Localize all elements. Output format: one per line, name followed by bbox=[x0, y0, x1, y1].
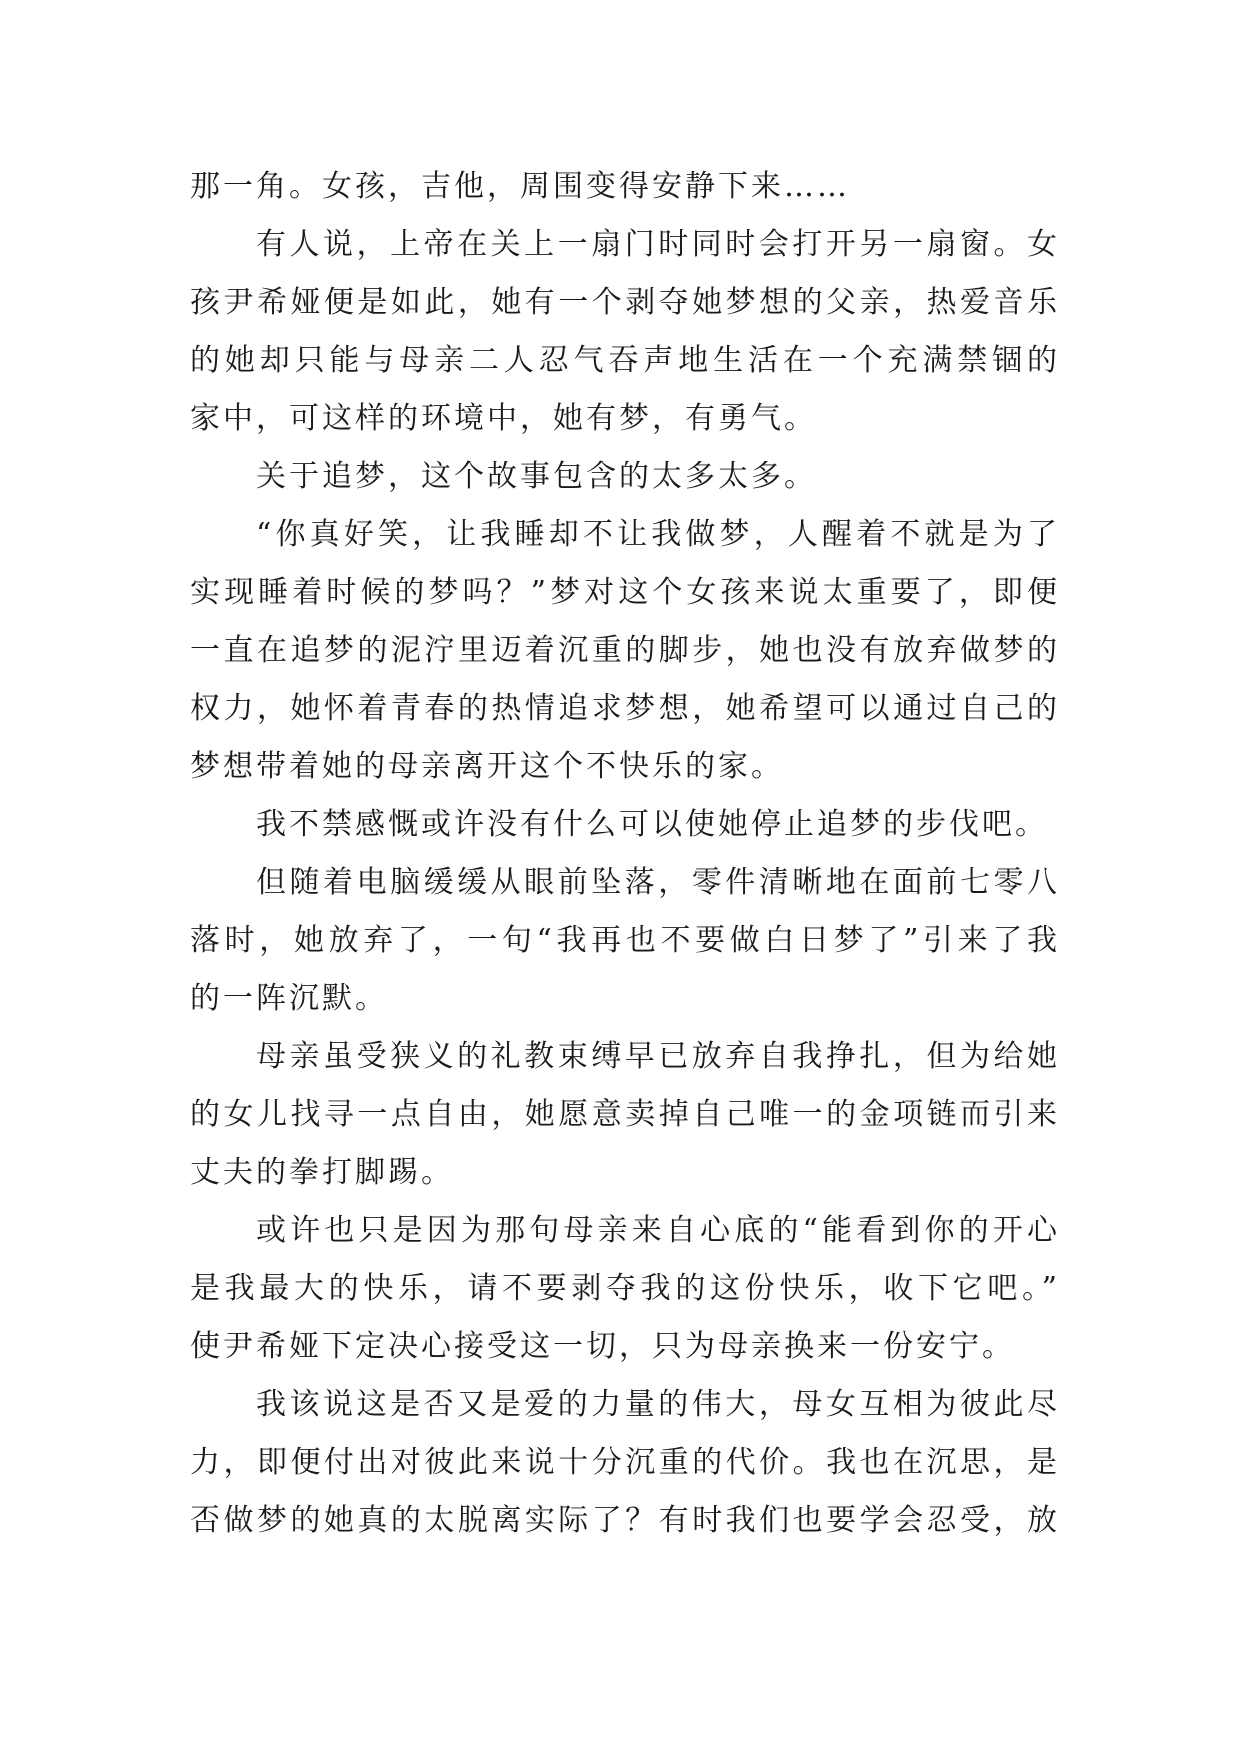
text-line: 孩尹希娅便是如此，她有一个剥夺她梦想的父亲，热爱音乐 bbox=[190, 285, 1060, 320]
text-line: 落时，她放弃了，一句“我再也不要做白日梦了”引来了我 bbox=[190, 923, 1060, 958]
text-line: 那一角。女孩，吉他，周围变得安静下来…… bbox=[190, 169, 850, 204]
document-body bbox=[190, 158, 1060, 1550]
text-line: 实现睡着时候的梦吗？”梦对这个女孩来说太重要了，即便 bbox=[190, 575, 1060, 610]
text-line: 权力，她怀着青春的热情追求梦想，她希望可以通过自己的 bbox=[190, 691, 1060, 726]
paragraph-first-line: 但随着电脑缓缓从眼前坠落，零件清晰地在面前七零八 bbox=[256, 865, 1060, 900]
text-line: 力，即便付出对彼此来说十分沉重的代价。我也在沉思，是 bbox=[190, 1445, 1060, 1480]
paragraph-first-line: 有人说，上帝在关上一扇门时同时会打开另一扇窗。女 bbox=[256, 227, 1060, 262]
paragraph-first-line: 我该说这是否又是爱的力量的伟大，母女互相为彼此尽 bbox=[256, 1387, 1060, 1422]
paragraph-first-line: 母亲虽受狭义的礼教束缚早已放弃自我挣扎，但为给她 bbox=[256, 1039, 1060, 1074]
text-line: 使尹希娅下定决心接受这一切，只为母亲换来一份安宁。 bbox=[190, 1329, 1015, 1364]
paragraph-first-line: 或许也只是因为那句母亲来自心底的“能看到你的开心 bbox=[256, 1213, 1060, 1248]
paragraph-first-line: 我不禁感慨或许没有什么可以使她停止追梦的步伐吧。 bbox=[256, 807, 1048, 842]
paragraph-first-line: “你真好笑，让我睡却不让我做梦，人醒着不就是为了 bbox=[256, 517, 1060, 552]
text-line: 丈夫的拳打脚踢。 bbox=[190, 1155, 454, 1190]
text-line: 的女儿找寻一点自由，她愿意卖掉自己唯一的金项链而引来 bbox=[190, 1097, 1060, 1132]
text-line: 否做梦的她真的太脱离实际了？有时我们也要学会忍受，放 bbox=[190, 1503, 1060, 1538]
text-line: 梦想带着她的母亲离开这个不快乐的家。 bbox=[190, 749, 784, 784]
text-line: 家中，可这样的环境中，她有梦，有勇气。 bbox=[190, 401, 817, 436]
paragraph-first-line: 关于追梦，这个故事包含的太多太多。 bbox=[256, 459, 817, 494]
text-line: 的她却只能与母亲二人忍气吞声地生活在一个充满禁锢的 bbox=[190, 343, 1060, 378]
text-line: 是我最大的快乐，请不要剥夺我的这份快乐，收下它吧。” bbox=[190, 1271, 1060, 1306]
text-line: 的一阵沉默。 bbox=[190, 981, 388, 1016]
text-line: 一直在追梦的泥泞里迈着沉重的脚步，她也没有放弃做梦的 bbox=[190, 633, 1060, 668]
